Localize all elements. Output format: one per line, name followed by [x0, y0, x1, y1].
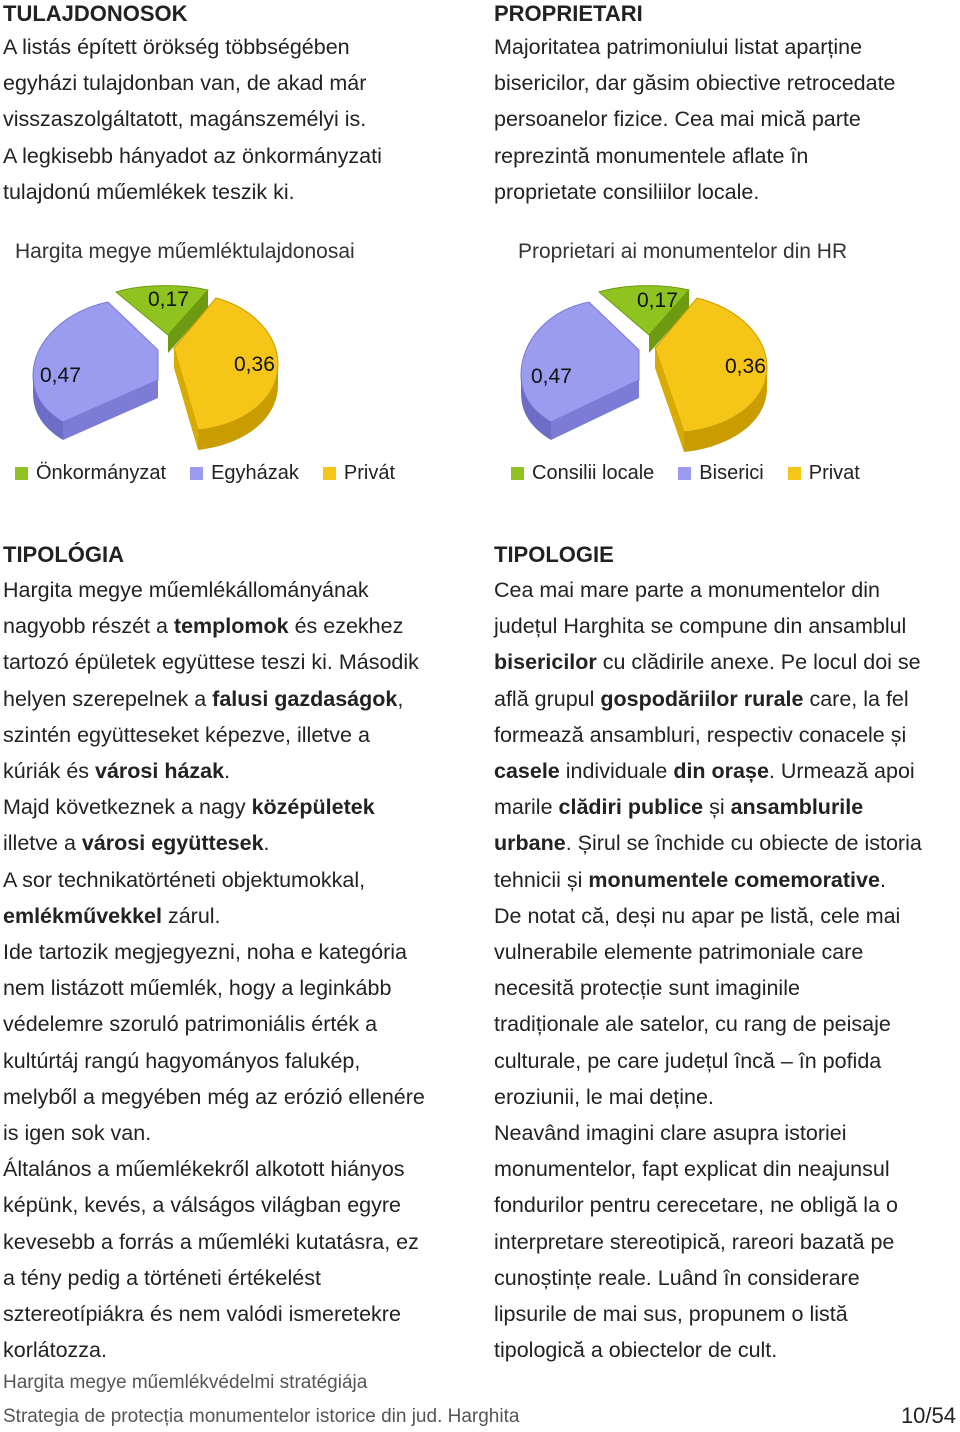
- text-line: bisericilor cu clădirile anexe. Pe locul doi se: [494, 650, 921, 675]
- text-line: tulajdonú műemlékek teszik ki.: [3, 179, 295, 204]
- legend-item: [15, 462, 166, 485]
- text-line: egyházi tulajdonban van, de akad már: [3, 71, 367, 96]
- text-line: marile clădiri publice și ansamblurile: [494, 795, 864, 820]
- legend-item: [323, 462, 395, 485]
- owners-title-hu: TULAJDONOSOK: [3, 1, 188, 26]
- text-line: nagyobb részét a templomok és ezekhez: [3, 614, 404, 639]
- text-line: is igen sok van.: [3, 1121, 152, 1146]
- text-line: tehnicii și monumentele comemorative.: [494, 867, 886, 892]
- legend-item: [511, 462, 654, 485]
- text-line: Hargita megye műemlékállományának: [3, 578, 369, 602]
- text-line: culturale, pe care județul încă – în pofida: [494, 1048, 882, 1073]
- legend-swatch-green: [15, 467, 28, 480]
- slice-label-consilii: 0,17: [637, 289, 678, 312]
- text-line: reprezintă monumentele aflate în: [494, 143, 809, 168]
- typology-title-hu: TIPOLÓGIA: [3, 542, 124, 567]
- footer-title-hu: Hargita megye műemlékvédelmi stratégiája: [3, 1372, 368, 1393]
- legend-label: Privát: [343, 462, 396, 484]
- text-line: emlékművekkel zárul.: [3, 903, 221, 928]
- text-line: kevesebb a forrás a műemléki kutatásra, ez: [3, 1229, 419, 1254]
- legend-item: [190, 462, 299, 485]
- page-number: 10/54: [900, 1403, 956, 1428]
- text-line: A listás épített örökség többségében: [3, 35, 350, 59]
- legend-swatch-blue: [678, 467, 691, 480]
- text-line: a tény pedig a történeti értékelést: [3, 1265, 321, 1290]
- text-line: formează ansambluri, respectiv conacele și: [494, 722, 907, 747]
- text-line: illetve a városi együttesek.: [3, 831, 270, 856]
- text-line: tipologică a obiectelor de cult.: [494, 1338, 778, 1363]
- text-line: vulnerabile elemente patrimoniale care: [494, 940, 864, 965]
- text-line: cunoștințe reale. Luând în considerare: [494, 1265, 860, 1290]
- text-line: szintén együtteseket képezve, illetve a: [3, 722, 370, 747]
- text-line: A sor technikatörténeti objektumokkal,: [3, 867, 366, 892]
- text-line: képünk, kevés, a válságos világban egyre: [3, 1193, 401, 1218]
- text-line: Majd következnek a nagy középületek: [3, 795, 375, 820]
- text-line: județul Harghita se compune din ansamblul: [494, 614, 907, 639]
- chart-title-ro: Proprietari ai monumentelor din HR: [518, 240, 848, 263]
- footer-title-ro: Strategia de protecția monumentelor istorice din jud. Harghita: [3, 1406, 520, 1427]
- typology-text-ro: [494, 572, 922, 1368]
- legend-swatch-yellow: [323, 467, 336, 480]
- text-line: A legkisebb hányadot az önkormányzati: [3, 143, 382, 168]
- owners-text-ro: [494, 29, 896, 210]
- slice-label-biserici: 0,47: [531, 365, 572, 388]
- slice-label-privat-ro: 0,36: [725, 355, 766, 378]
- text-line: korlátozza.: [3, 1338, 107, 1363]
- typology-text-hu: [3, 572, 425, 1368]
- slice-label-privat: 0,36: [234, 353, 275, 376]
- text-line: kultúrtáj rangú hagyományos falukép,: [3, 1048, 361, 1073]
- text-line: proprietate consiliilor locale.: [494, 179, 760, 204]
- pie-chart-ro: [509, 280, 779, 460]
- text-line: fondurilor pentru cerecetare, ne obligă la o: [494, 1193, 898, 1218]
- text-line: persoanelor fizice. Cea mai mică parte: [494, 107, 861, 132]
- text-line: Majoritatea patrimoniului listat aparține: [494, 35, 863, 59]
- text-line: Neavând imagini clare asupra istoriei: [494, 1121, 847, 1146]
- text-line: visszaszolgáltatott, magánszemélyi is.: [3, 107, 367, 132]
- legend-swatch-green: [511, 467, 524, 480]
- legend-label: Consilii locale: [532, 462, 655, 484]
- text-line: bisericilor, dar găsim obiective retrocedate: [494, 71, 896, 96]
- text-line: Ide tartozik megjegyezni, noha e kategória: [3, 940, 407, 965]
- slice-label-egyhazak: 0,47: [40, 364, 81, 387]
- legend-label: Biserici: [699, 462, 764, 484]
- slice-label-onkormanyzat: 0,17: [148, 288, 189, 311]
- pie-chart-hu: [28, 280, 298, 460]
- legend-item: [678, 462, 763, 485]
- text-line: eroziunii, le mai deține.: [494, 1084, 714, 1109]
- text-line: interpretare stereotipică, rareori bazată pe: [494, 1229, 895, 1254]
- text-line: nem listázott műemlék, hogy a leginkább: [3, 976, 392, 1001]
- text-line: tartozó épületek együttese teszi ki. Második: [3, 650, 419, 675]
- legend-label: Önkormányzat: [36, 462, 167, 484]
- chart-title-hu: Hargita megye műemléktulajdonosai: [15, 240, 355, 263]
- text-line: helyen szerepelnek a falusi gazdaságok,: [3, 686, 404, 711]
- text-line: monumentelor, fapt explicat din neajunsul: [494, 1157, 890, 1182]
- owners-title-ro: PROPRIETARI: [494, 1, 643, 26]
- legend-label: Privat: [808, 462, 860, 484]
- text-line: necesită protecție sunt imaginile: [494, 976, 800, 1001]
- text-line: află grupul gospodăriilor rurale care, la fel: [494, 686, 909, 711]
- text-line: urbane. Șirul se închide cu obiecte de istoria: [494, 831, 922, 856]
- text-line: Cea mai mare parte a monumentelor din: [494, 578, 880, 602]
- legend-item: [788, 462, 860, 485]
- text-line: lipsurile de mai sus, propunem o listă: [494, 1302, 848, 1327]
- chart-legend-ro: [511, 462, 884, 485]
- text-line: casele individuale din orașe. Urmează apoi: [494, 759, 915, 784]
- text-line: tradiționale ale satelor, cu rang de peisaje: [494, 1012, 891, 1037]
- text-line: sztereotípiákra és nem valódi ismeretekre: [3, 1302, 401, 1327]
- legend-swatch-blue: [190, 467, 203, 480]
- text-line: De notat că, deși nu apar pe listă, cele mai: [494, 903, 901, 928]
- chart-legend-hu: [15, 462, 419, 485]
- owners-text-hu: [3, 29, 382, 210]
- typology-title-ro: TIPOLOGIE: [494, 542, 614, 567]
- text-line: melyből a megyében még az erózió ellenére: [3, 1084, 425, 1109]
- text-line: Általános a műemlékekről alkotott hiányos: [3, 1157, 405, 1182]
- text-line: védelemre szoruló patrimoniális érték a: [3, 1012, 378, 1037]
- legend-swatch-yellow: [788, 467, 801, 480]
- text-line: kúriák és városi házak.: [3, 759, 231, 784]
- legend-label: Egyházak: [211, 462, 299, 484]
